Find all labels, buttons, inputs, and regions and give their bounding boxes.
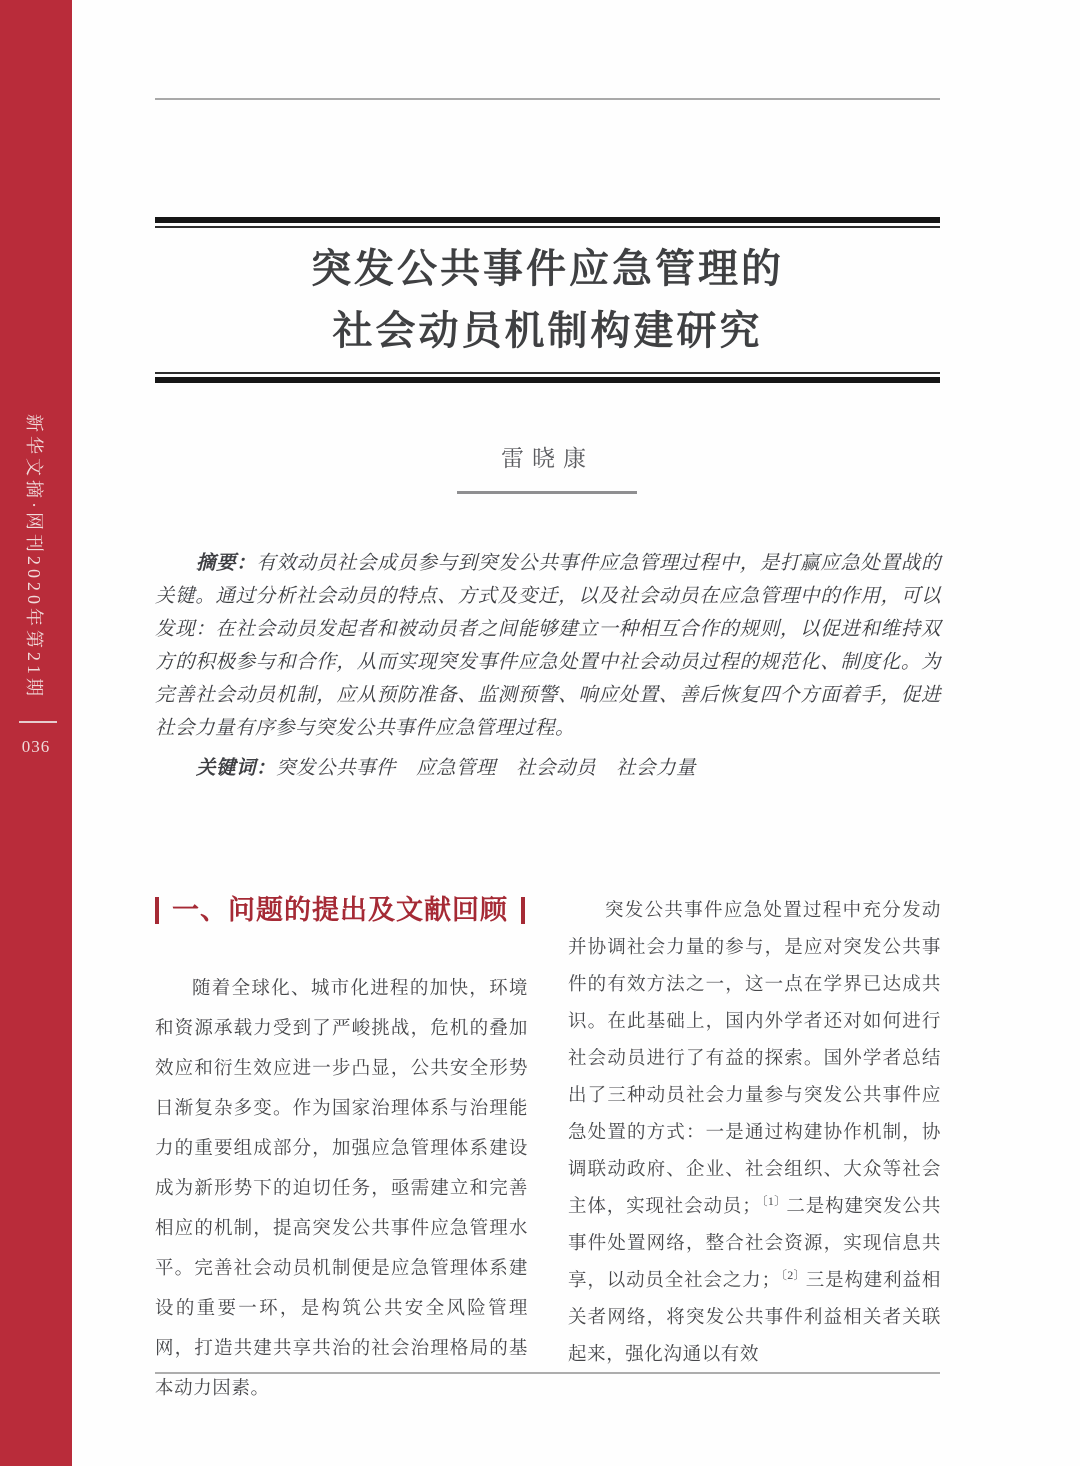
abstract-paragraph: [155, 547, 941, 745]
journal-issue-vertical-text: 新华文摘·网刊2020年第21期: [24, 414, 44, 700]
title-top-double-rule: [155, 217, 940, 228]
thick-rule: [155, 377, 940, 383]
journal-spine: [0, 0, 72, 1466]
thin-rule: [155, 226, 940, 228]
keywords-label: 关键词：: [195, 758, 276, 779]
right-paragraph-part2: 二是构建突发公共事件处置网络，整合社会资源，实现信息共享，以动员全社会之力；: [568, 1197, 941, 1291]
footnote-ref-1: 〔1〕: [761, 1193, 787, 1208]
abstract-text: 有效动员社会成员参与到突发公共事件应急管理过程中，是打赢应急处置战的关键。通过分析社会动员的特点、方式及变迁，以及社会动员在应急管理中的作用，可以发现：在社会动员发起者和被动员者之间能够建立一种相互合作的规则，以促进和维持双方的积极参与和合作，从而实现突发事件应急处置中社会动员过程的规范化、制度化。为完善社会动员机制，应从预防准备、监测预警、响应处置、善后恢复四个方面着手，促进社会力量有序参与突发公共事件应急管理过程。: [155, 553, 941, 739]
header-rule: [155, 98, 940, 100]
abstract-label: 摘要：: [195, 553, 257, 574]
spine-divider-line: [19, 721, 57, 723]
footer-rule: [155, 1372, 940, 1374]
right-paragraph-part1: 突发公共事件应急处置过程中充分发动并协调社会力量的参与，是应对突发公共事件的有效方法之一，这一点在学界已达成共识。在此基础上，国内外学者还对如何进行社会动员进行了有益的探索。国外学者总结出了三种动员社会力量参与突发公共事件应急处置的方式：一是通过构建协作机制，协调联动政府、企业、社会组织、大众等社会主体，实现社会动员；: [568, 901, 941, 1217]
author-underline: [457, 491, 637, 494]
title-bottom-double-rule: [155, 372, 940, 383]
thick-rule: [155, 217, 940, 223]
section-heading-text: 一、问题的提出及文献回顾: [172, 895, 508, 925]
page-number: 036: [21, 737, 51, 756]
heading-right-bar-icon: [521, 897, 525, 924]
left-column: [155, 893, 528, 1409]
footnote-ref-2: 〔2〕: [780, 1267, 806, 1282]
front-matter: [155, 547, 941, 785]
article-title: [155, 238, 940, 362]
heading-left-bar-icon: [155, 897, 159, 924]
left-column-paragraph: 随着全球化、城市化进程的加快，环境和资源承载力受到了严峻挑战，危机的叠加效应和衍生效应进一步凸显，公共安全形势日渐复杂多变。作为国家治理体系与治理能力的重要组成部分，加强应急管理体系建设成为新形势下的迫切任务，亟需建立和完善相应的机制，提高突发公共事件应急管理水平。完善社会动员机制便是应急管理体系建设的重要一环，是构筑公共安全风险管理网，打造共建共享共治的社会治理格局的基本动力因素。: [155, 979, 528, 1399]
right-column-paragraph: [568, 893, 941, 1374]
right-column: [568, 893, 941, 1409]
article-title-line2: 社会动员机制构建研究: [332, 309, 763, 353]
keywords-line: [155, 752, 941, 785]
two-column-body: [155, 893, 941, 1409]
right-paragraph-part3: 三是构建利益相关者网络，将突发公共事件利益相关者关联起来，强化沟通以有效: [568, 1271, 941, 1365]
thin-rule: [155, 372, 940, 374]
article-title-line1: 突发公共事件应急管理的: [311, 247, 784, 291]
keywords-text: 突发公共事件 应急管理 社会动员 社会力量: [275, 758, 696, 779]
section-heading: [155, 893, 528, 927]
author-name: 雷晓康: [501, 446, 594, 471]
